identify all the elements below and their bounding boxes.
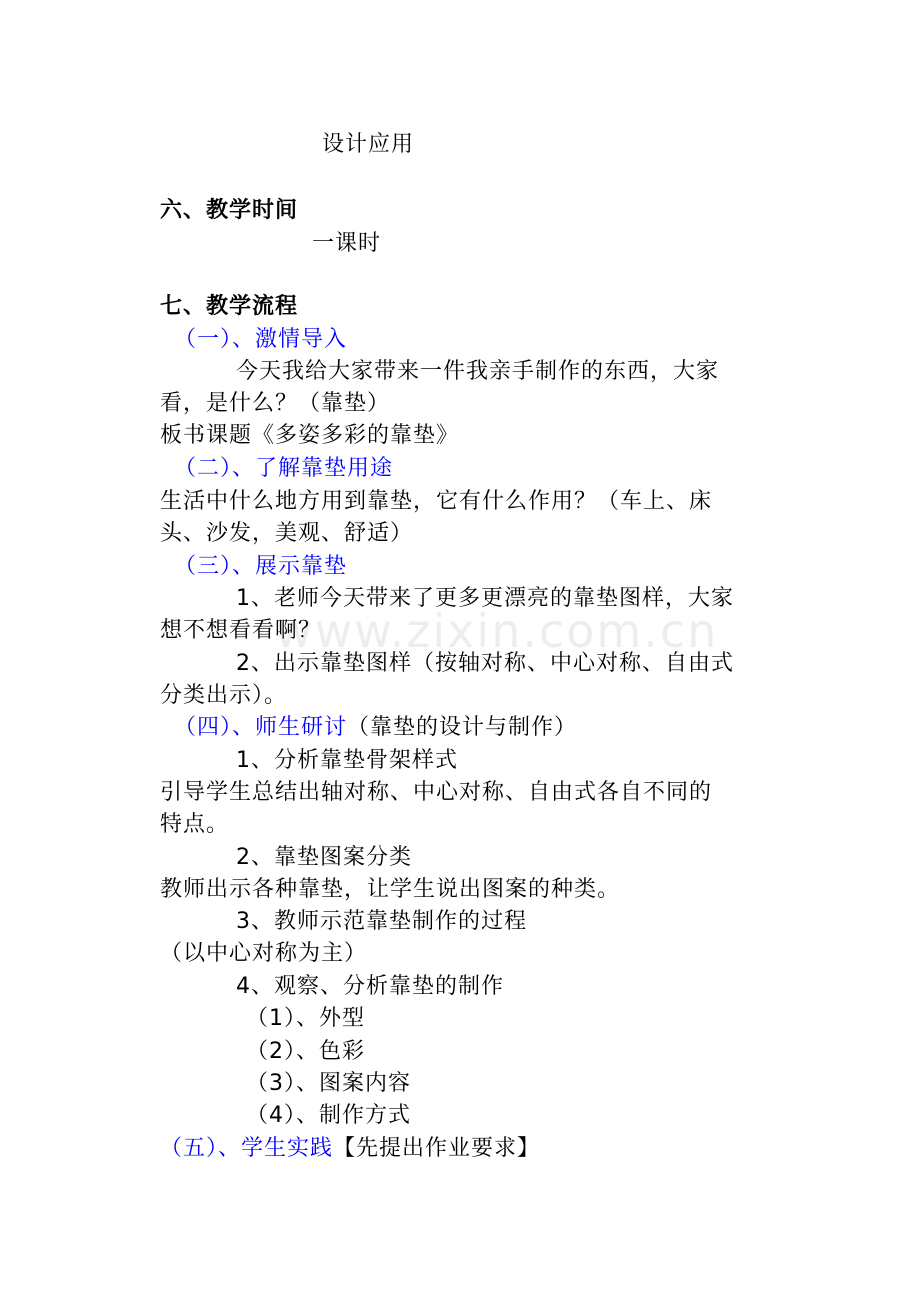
list-item: （4）、制作方式 [246,1103,411,1128]
list-item: （3）、图案内容 [246,1071,411,1096]
paragraph: 生活中什么地方用到靠垫，它有什么作用？（车上、床 [160,489,713,514]
section-6-title: 六、教学时间 [160,198,299,223]
list-item: 2、靠垫图案分类 [236,845,412,870]
list-item: 4、观察、分析靠垫的制作 [236,974,504,999]
subsection-5-title-main: （五）、学生实践 [160,1136,334,1161]
subsection-5-title-note: 【先提出作业要求】 [333,1136,541,1161]
section-6-body: 一课时 [312,231,382,256]
paragraph: 今天我给大家带来一件我亲手制作的东西，大家 [236,359,720,384]
list-item: （2）、色彩 [246,1039,365,1064]
paragraph: （以中心对称为主） [160,941,368,966]
paragraph: 分类出示）。 [160,683,288,708]
subsection-5-title [160,1134,540,1164]
paragraph: 1、老师今天带来了更多更漂亮的靠垫图样，大家 [236,586,734,611]
paragraph: 头、沙发，美观、舒适） [160,521,414,546]
list-item: 1、分析靠垫骨架样式 [236,748,458,773]
subsection-1-title: （一）、激情导入 [174,327,348,352]
paragraph: 板书课题《多姿多彩的靠垫》 [160,423,460,448]
subsection-2-title: （二）、了解靠垫用途 [174,456,394,481]
subsection-4-title [174,713,577,743]
subsection-3-title: （三）、展示靠垫 [174,554,348,579]
design-apply-text: 设计应用 [322,132,415,157]
paragraph: 教师出示各种靠垫，让学生说出图案的种类。 [160,877,621,902]
paragraph: 特点。 [160,812,230,837]
section-7-title: 七、教学流程 [160,294,299,319]
watermark: www.zixin.com.cn [275,604,719,658]
paragraph: 引导学生总结出轴对称、中心对称、自由式各自不同的 [160,780,713,805]
subsection-4-title-main: （四）、师生研讨 [174,715,348,740]
paragraph: 想不想看看啊？ [160,618,322,643]
subsection-4-title-note: （靠垫的设计与制作） [347,715,578,740]
paragraph: 2、出示靠垫图样（按轴对称、中心对称、自由式 [236,651,734,676]
paragraph: 看，是什么？（靠垫） [160,391,391,416]
list-item: 3、教师示范靠垫制作的过程 [236,909,527,934]
list-item: （1）、外型 [246,1006,365,1031]
